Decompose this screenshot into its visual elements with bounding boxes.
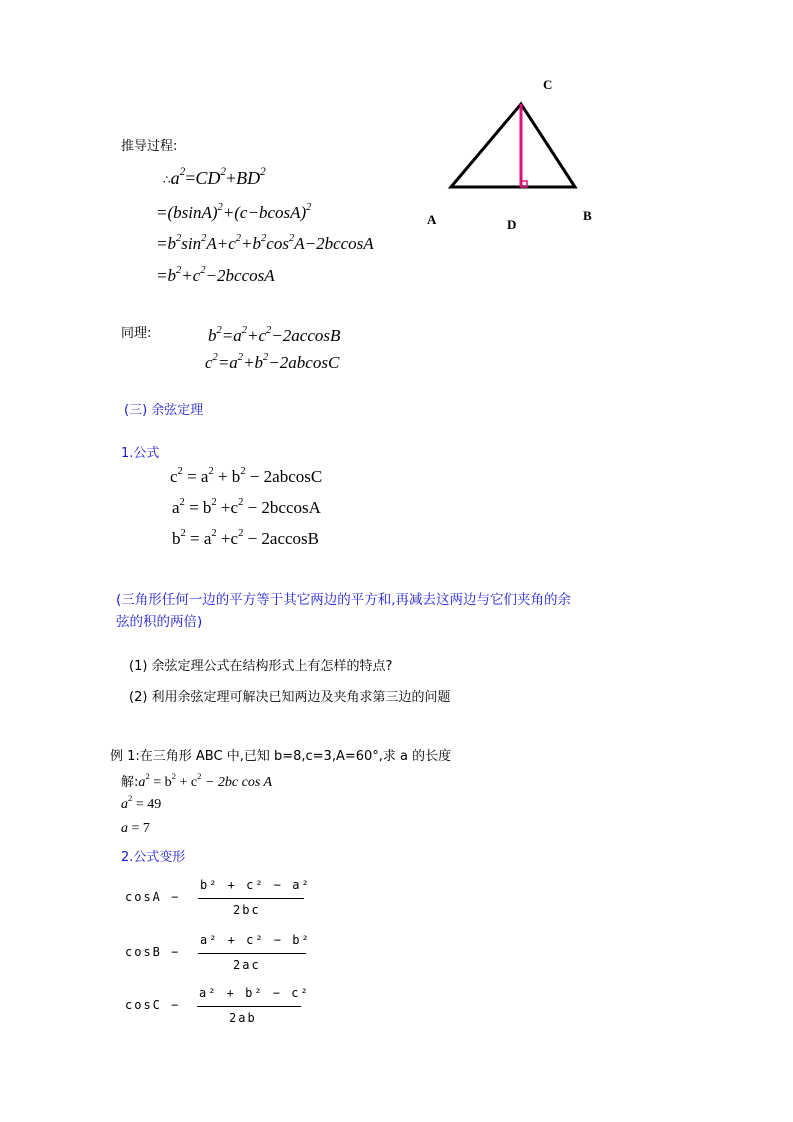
variant-cos-c [125,984,325,1028]
question-2: (2) 利用余弦定理可解决已知两边及夹角求第三边的问题 [129,690,451,705]
vertex-label-c: C [543,77,553,92]
derivation-heading: 推导过程: [121,139,178,154]
derivation-line-1: $\therefore a^2=CD^2+BD^2$ [163,166,266,188]
formula-title: 1.公式 [121,446,160,461]
statement-line-1: (三角形任何一边的平方等于其它两边的平方和,再减去这两边与它们夹角的余 [116,592,572,608]
variant-cos-b-numerator: a² + c² − b² [200,933,311,947]
vertex-label-a: A [427,212,437,227]
vertex-label-b: B [583,208,592,223]
vertex-label-d: D [507,217,517,232]
variant-cos-a-fraction-bar [198,898,304,899]
therefore-symbol: ∴ [163,173,171,187]
formula-b: $b^2 = a^2 +c^2 - 2accosB$ [172,527,320,548]
solution-line-2: $a^2 = 49$ [121,793,162,812]
variant-cos-a [125,876,325,920]
derivation-line-3: $=b^2\sin^2A+c^2+b^2\cos^2A-2bccosA$ [156,232,374,253]
formula-c: $c^2 = a^2 + b^2 - 2abcosC$ [170,465,323,486]
solution-line-1: 解$:a^2 = b^2 + c^2 - 2bc$ cos A [121,771,273,790]
variant-title: 2.公式变形 [121,850,186,865]
derivation-line-2: $=(bsinA)^2+(c-bcosA)^2$ [156,201,312,222]
variant-cos-c-denominator: 2ab [229,1011,257,1025]
question-1: (1) 余弦定理公式在结构形式上有怎样的特点? [129,659,393,674]
variant-cos-b [125,931,325,975]
triangle-diagram [0,0,793,260]
similarly-label: 同理: [121,326,152,341]
triangle-abc [451,104,575,187]
variant-cos-c-numerator: a² + b² − c² [199,986,310,1000]
variant-cos-a-denominator: 2bc [233,903,261,917]
similarly-eq-b: $b^2=a^2+c^2-2accosB$ [208,324,341,345]
variant-cos-a-numerator: b² + c² − a² [200,878,311,892]
variant-cos-a-lhs: cosA − [125,890,181,904]
derivation-line-4: $=b^2+c^2-2bccosA$ [156,264,275,285]
variant-cos-b-fraction-bar [198,953,306,954]
variant-cos-c-lhs: cosC − [125,998,181,1012]
variant-cos-b-lhs: cosB − [125,945,181,959]
formula-a: $a^2 = b^2 +c^2 - 2bccosA$ [172,496,321,517]
similarly-eq-c: $c^2=a^2+b^2-2abcosC$ [205,351,340,372]
example-prompt: 例 1:在三角形 ABC 中,已知 b=8,c=3,A=60°,求 a 的长度 [110,749,452,764]
variant-cos-c-fraction-bar [197,1006,301,1007]
solution-line-3: a = 7 [121,821,150,836]
solution-label: 解: [121,775,139,790]
statement-line-2: 弦的积的两倍) [116,614,203,630]
section-title-law-of-cosines: (三) 余弦定理 [124,403,204,418]
variant-cos-b-denominator: 2ac [233,958,261,972]
